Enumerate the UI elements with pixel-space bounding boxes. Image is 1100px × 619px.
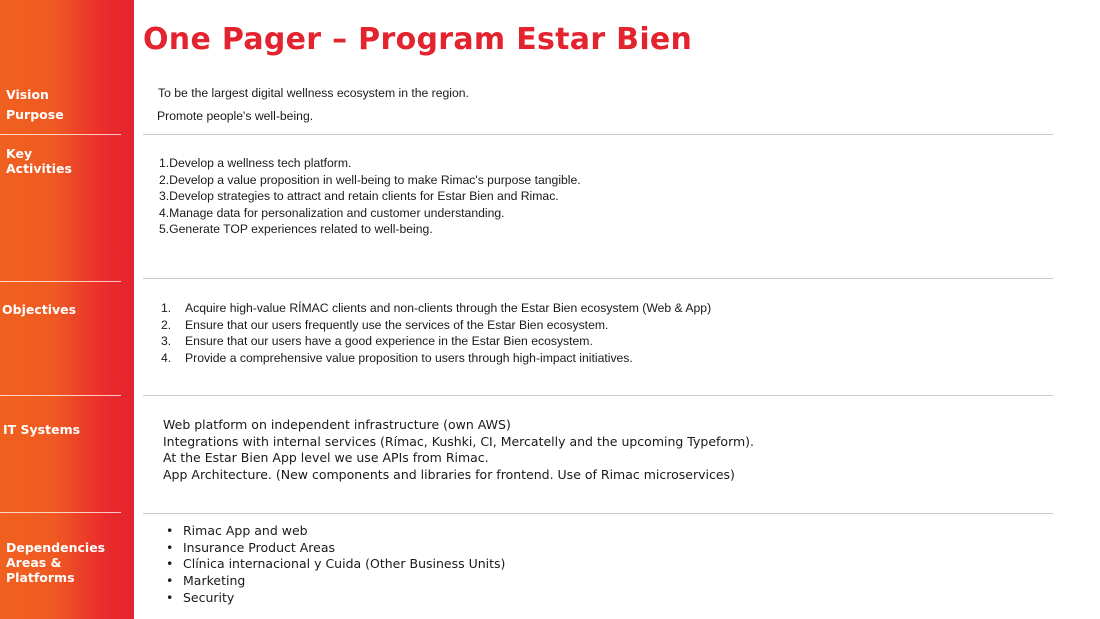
list-item: [163, 523, 505, 540]
list-item: [158, 333, 711, 350]
sidebar-label-vision: Vision: [6, 87, 49, 102]
list-item: At the Estar Bien App level we use APIs from Rimac.: [163, 450, 489, 466]
list-item: [158, 300, 711, 317]
list-item: 2.Develop a value proposition in well-being to make Rimac's purpose tangible.: [159, 172, 581, 187]
objective-text: Provide a comprehensive value proposition to users through high-impact initiatives.: [185, 350, 633, 365]
sidebar-divider: [0, 281, 121, 282]
dependency-text: Rimac App and web: [183, 523, 308, 538]
list-item: [158, 317, 711, 334]
list-item: 4.Manage data for personalization and customer understanding.: [159, 205, 505, 220]
sidebar-label-purpose: Purpose: [6, 107, 64, 122]
sidebar: [0, 0, 134, 619]
sidebar-divider: [0, 395, 121, 396]
purpose-text: Promote people's well-being.: [157, 109, 314, 123]
objectives-list: [158, 300, 711, 366]
sidebar-label-it-systems: IT Systems: [3, 422, 81, 437]
list-number: 2.: [161, 317, 172, 332]
list-item: [163, 540, 505, 557]
list-item: App Architecture. (New components and libraries for frontend. Use of Rimac microservices): [163, 467, 735, 483]
list-item: 3.Develop strategies to attract and retain clients for Estar Bien and Rimac.: [159, 189, 559, 203]
bullet-icon: •: [166, 556, 174, 572]
section-divider: [143, 134, 1053, 135]
list-item: [163, 556, 505, 573]
list-number: 4.: [161, 350, 172, 365]
dependency-text: Security: [183, 589, 235, 605]
list-item: 5.Generate TOP experiences related to well-being.: [159, 222, 433, 236]
sidebar-label-objectives: Objectives: [2, 302, 77, 317]
dependency-text: Clínica internacional y Cuida (Other Business Units): [183, 556, 506, 572]
list-item: [158, 350, 711, 367]
objective-text: Acquire high-value RÍMAC clients and non-clients through the Estar Bien ecosystem (Web & App): [185, 301, 712, 315]
it-systems-list: [163, 417, 754, 484]
dependency-text: Marketing: [183, 573, 246, 589]
list-item: [163, 573, 505, 590]
sidebar-label-dependencies: Dependencies Areas & Platforms: [6, 540, 106, 585]
list-item: Integrations with internal services (Rímac, Kushki, CI, Mercatelly and the upcoming Typeform).: [163, 433, 755, 449]
key-activities-list: [159, 155, 581, 238]
bullet-icon: •: [166, 589, 174, 605]
section-divider: [143, 395, 1053, 396]
bullet-icon: •: [166, 539, 174, 555]
section-divider: [143, 278, 1053, 279]
objective-text: Ensure that our users have a good experience in the Estar Bien ecosystem.: [185, 334, 593, 348]
list-item: 1.Develop a wellness tech platform.: [159, 156, 352, 170]
list-number: 1.: [161, 301, 172, 315]
objective-text: Ensure that our users frequently use the services of the Estar Bien ecosystem.: [185, 317, 609, 332]
bullet-icon: •: [166, 573, 174, 589]
sidebar-label-key-activities: Key Activities: [6, 146, 72, 176]
dependencies-list: [163, 523, 505, 607]
list-item: [163, 590, 505, 607]
list-item: Web platform on independent infrastructure (own AWS): [163, 417, 511, 432]
section-divider: [143, 513, 1053, 514]
list-number: 3.: [161, 334, 172, 348]
dependency-text: Insurance Product Areas: [183, 539, 336, 555]
sidebar-divider: [0, 512, 121, 513]
bullet-icon: •: [166, 523, 174, 538]
vision-text: To be the largest digital wellness ecosystem in the region.: [158, 86, 469, 100]
sidebar-divider: [0, 134, 121, 135]
page-title: One Pager – Program Estar Bien: [143, 22, 693, 57]
